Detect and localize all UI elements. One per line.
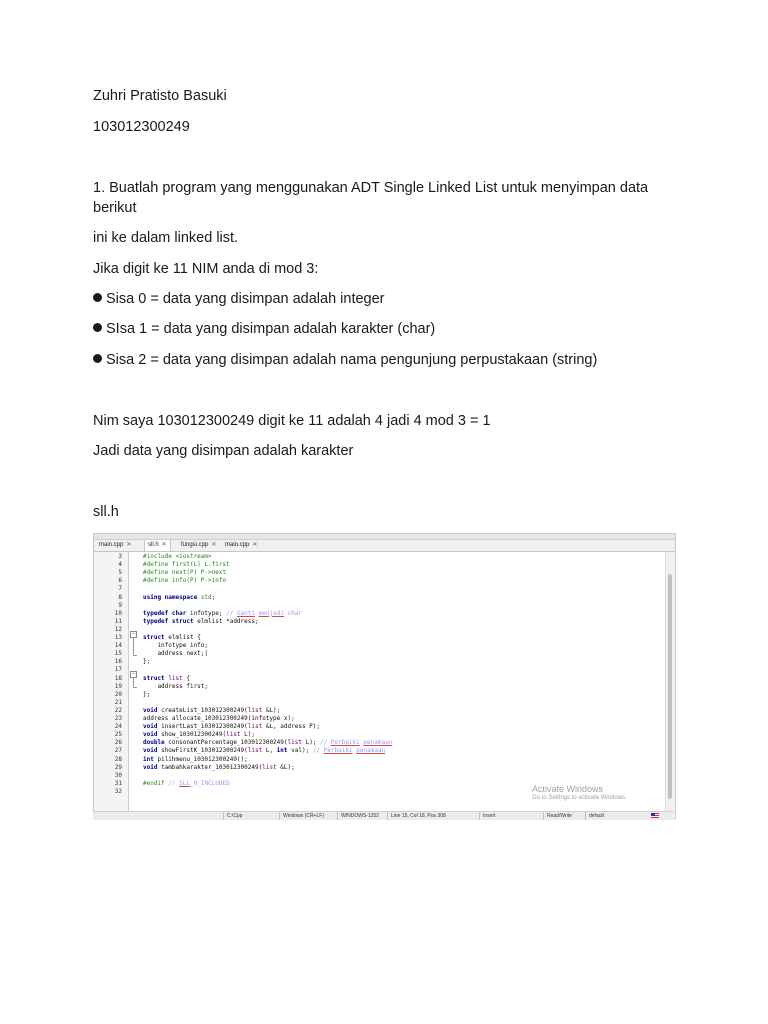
- line-number: 17: [114, 666, 122, 674]
- code-token: createList_103012300249(: [157, 706, 248, 714]
- tab-main-cpp-2[interactable]: [222, 540, 260, 551]
- line-number: 24: [114, 723, 122, 731]
- code-line: [143, 618, 259, 626]
- close-icon[interactable]: ✕: [126, 542, 132, 548]
- line-number: 15: [114, 650, 122, 658]
- code-token: char: [283, 609, 302, 617]
- line-number: 7: [118, 585, 122, 593]
- code-token: };: [143, 690, 151, 698]
- scroll-thumb[interactable]: [668, 574, 672, 799]
- line-number: 21: [114, 698, 122, 706]
- line-number: 16: [114, 658, 122, 666]
- code-token: list: [247, 747, 263, 755]
- line-number: 26: [114, 739, 122, 747]
- code-line: [143, 756, 248, 764]
- code-token: Perbaiki: [323, 747, 353, 755]
- code-token: address first;: [143, 682, 209, 690]
- code-line: [143, 610, 302, 618]
- code-token: using namespace: [143, 593, 198, 601]
- answer-line-2: Jadi data yang disimpan adalah karakter: [93, 443, 354, 459]
- bullet-icon: [93, 323, 102, 332]
- code-line: [143, 739, 392, 747]
- code-line: [143, 715, 295, 723]
- bullet-text: Sisa 0 = data yang disimpan adalah integer: [106, 291, 385, 307]
- code-token: //: [320, 739, 331, 747]
- code-line: [143, 723, 320, 731]
- code-token: val);: [287, 747, 313, 755]
- line-number: 18: [114, 674, 122, 682]
- tab-label: main.cpp: [99, 542, 124, 548]
- vertical-scrollbar[interactable]: [665, 552, 675, 814]
- tab-fungsi-cpp[interactable]: [178, 540, 219, 551]
- tab-label: fungsi.cpp: [181, 542, 209, 548]
- code-token: SLL: [179, 779, 190, 787]
- code-token: list: [168, 674, 183, 682]
- code-token: tambahkarakter_103012300249(: [157, 763, 263, 771]
- condition-text: Jika digit ke 11 NIM anda di mod 3:: [93, 261, 319, 277]
- bullet-text: SIsa 1 = data yang disimpan adalah karakter (char): [106, 321, 436, 337]
- line-number: 5: [118, 569, 122, 577]
- code-token: show_103012300249(: [157, 731, 227, 739]
- activation-watermark: [532, 784, 627, 801]
- code-token: struct: [143, 634, 165, 641]
- code-line: [143, 675, 190, 683]
- fold-guide: [133, 638, 134, 655]
- author-nim: 103012300249: [93, 119, 190, 135]
- code-token: infotype info;: [143, 642, 209, 650]
- code-line: [143, 642, 208, 650]
- status-position: Line 15, Col 18, Pos 308: [387, 812, 446, 820]
- watermark-subtitle: Go to Settings to activate Windows.: [532, 795, 627, 801]
- line-number: 8: [118, 593, 122, 601]
- bullet-icon: [93, 354, 102, 363]
- line-number: 23: [114, 715, 122, 722]
- code-line: [143, 594, 215, 602]
- code-token: #define first(L) L.first: [143, 561, 230, 569]
- tab-label: sll.h: [148, 542, 159, 548]
- close-icon[interactable]: ✕: [161, 542, 167, 548]
- code-token: void: [143, 747, 158, 755]
- code-line: [143, 731, 255, 739]
- code-token: Perbaiki: [330, 739, 360, 747]
- code-token: &L);: [262, 706, 281, 714]
- question-line-1: 1. Buatlah program yang menggunakan ADT Single Linked List untuk menyimpan data berikut: [93, 180, 649, 216]
- code-token: {: [182, 674, 190, 682]
- line-number: 20: [114, 690, 122, 698]
- code-line: [143, 561, 230, 569]
- tab-main-cpp[interactable]: [96, 540, 134, 551]
- code-token: void: [143, 763, 158, 771]
- bullet-icon: [93, 293, 102, 302]
- line-number: 19: [114, 682, 122, 690]
- line-number: 32: [114, 787, 122, 795]
- code-line: [143, 747, 385, 755]
- code-token: typedef char: [143, 609, 187, 617]
- code-line: [143, 577, 226, 585]
- code-token: elmlist *address;: [193, 617, 259, 625]
- code-token: menjadi: [258, 609, 284, 617]
- line-number: 14: [114, 642, 122, 650]
- fold-guide: [133, 678, 134, 687]
- status-mode: Insert: [479, 812, 496, 820]
- code-line: [143, 553, 212, 561]
- code-line: [143, 658, 150, 666]
- code-token: elmlist {: [164, 634, 201, 641]
- line-number: 10: [114, 609, 122, 617]
- code-token: insertLast_103012300249(: [157, 723, 248, 731]
- code-token: void: [143, 723, 158, 731]
- code-token: #define info(P) P->info: [143, 577, 227, 585]
- code-token: L);: [301, 739, 321, 747]
- flag-icon: [651, 813, 659, 818]
- question-line-2: ini ke dalam linked list.: [93, 230, 239, 246]
- file-label: sll.h: [93, 504, 119, 520]
- code-line: [143, 764, 295, 772]
- code-token: Ganti: [236, 609, 256, 617]
- code-token: address allocate_103012300249(infotype x);: [143, 715, 295, 722]
- bullet-item-1: [93, 319, 435, 339]
- code-token: //: [312, 747, 324, 755]
- line-number: 28: [114, 755, 122, 763]
- code-token: address next;|: [143, 650, 209, 658]
- code-token: &L, address P);: [262, 723, 321, 731]
- status-bar: [93, 811, 674, 820]
- line-number: 6: [118, 577, 122, 585]
- code-token: L,: [262, 747, 277, 755]
- editor-tabs: [94, 540, 675, 552]
- line-number: 27: [114, 747, 122, 755]
- line-number: 9: [118, 601, 122, 609]
- status-line-ending: Windows (CR+LF): [279, 812, 324, 820]
- code-line: [143, 780, 230, 788]
- fold-toggle-icon[interactable]: −: [131, 671, 135, 677]
- bullet-item-0: [93, 289, 385, 309]
- code-token: showFirstK_103012300249(: [157, 747, 248, 755]
- fold-toggle-icon[interactable]: −: [131, 631, 135, 637]
- code-token: list: [247, 706, 263, 714]
- code-token: #include <iostream>: [143, 553, 212, 560]
- bullet-item-2: [93, 350, 597, 370]
- bullet-text: Sisa 2 = data yang disimpan adalah nama pengunjung perpustakaan (string): [106, 352, 598, 368]
- author-name: Zuhri Pratisto Basuki: [93, 88, 227, 104]
- line-number: 4: [118, 561, 122, 569]
- status-path: C:\Cpp: [223, 812, 243, 820]
- code-token: //: [226, 609, 237, 617]
- code-token: _H_INCLUDED: [190, 779, 230, 787]
- code-token: std: [200, 593, 212, 601]
- code-token: #define next(P) P->next: [143, 569, 227, 577]
- code-token: typedef struct: [143, 617, 194, 625]
- close-icon[interactable]: ✕: [211, 542, 217, 548]
- code-line: [143, 634, 201, 642]
- code-token: void: [143, 731, 158, 739]
- fold-guide-end: [133, 687, 137, 688]
- code-token: penamaan: [356, 747, 386, 755]
- code-token: double: [143, 739, 165, 747]
- line-number: 22: [114, 706, 122, 714]
- code-line: [143, 691, 150, 699]
- line-number: 30: [114, 771, 122, 779]
- code-line: [143, 683, 208, 691]
- code-token: void: [143, 706, 158, 714]
- line-number: 25: [114, 731, 122, 739]
- fold-margin: [129, 552, 139, 814]
- code-token: //: [168, 779, 180, 787]
- line-number: 12: [114, 625, 122, 633]
- code-token: struct: [143, 674, 165, 682]
- code-line: [143, 569, 226, 577]
- code-token: list: [226, 731, 241, 739]
- tab-sll-h[interactable]: [144, 540, 171, 551]
- code-token: pilihmenu_103012300249();: [153, 755, 248, 763]
- status-theme: default: [585, 812, 604, 820]
- code-token: list: [262, 763, 277, 771]
- code-token: int: [143, 755, 154, 763]
- watermark-title: Activate Windows: [532, 784, 604, 794]
- code-editor-screenshot: [93, 533, 676, 819]
- code-token: list: [247, 723, 263, 731]
- code-token: penamaan: [363, 739, 393, 747]
- code-token: ;: [211, 593, 216, 601]
- code-line: [143, 650, 208, 658]
- code-token: consonantPercentage_103012300249(: [164, 739, 288, 747]
- code-token: list: [287, 739, 302, 747]
- line-number: 29: [114, 763, 122, 771]
- close-icon[interactable]: ✕: [252, 542, 258, 548]
- line-number: 11: [114, 617, 122, 625]
- code-token: &L);: [276, 763, 295, 771]
- answer-line-1: Nim saya 103012300249 digit ke 11 adalah 4 jadi 4 mod 3 = 1: [93, 413, 491, 429]
- line-number: 31: [114, 779, 122, 787]
- line-number-gutter: [94, 552, 129, 814]
- tab-label: main.cpp: [225, 542, 250, 548]
- line-number: 3: [118, 553, 122, 560]
- fold-guide-end: [133, 655, 137, 656]
- code-token: #endif: [143, 779, 165, 787]
- code-token: };: [143, 658, 151, 666]
- line-number: 13: [114, 634, 122, 641]
- status-encoding: WINDOWS-1252: [337, 812, 379, 820]
- code-token: L);: [240, 731, 255, 739]
- code-line: [143, 707, 280, 715]
- status-access: Read/Write: [543, 812, 572, 820]
- code-text-area[interactable]: [140, 552, 665, 814]
- code-token: int: [276, 747, 288, 755]
- code-token: infotype;: [186, 609, 227, 617]
